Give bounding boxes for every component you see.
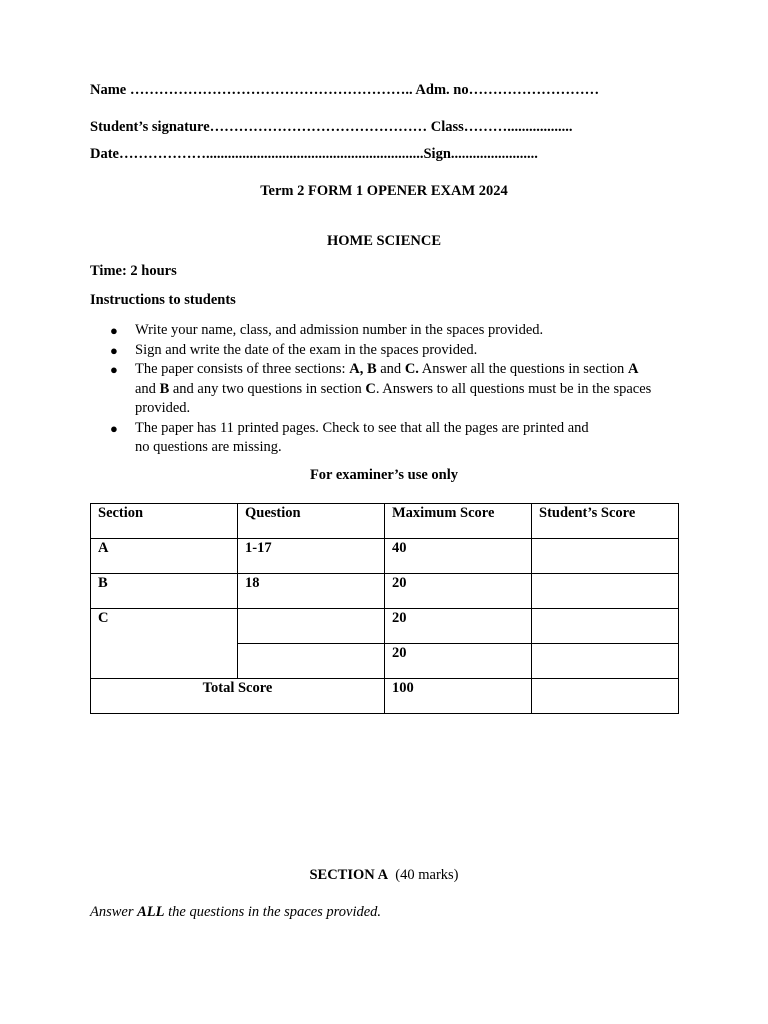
cell-student-score[interactable] bbox=[532, 609, 679, 644]
examiner-heading: For examiner’s use only bbox=[309, 467, 459, 483]
cell-section: C bbox=[91, 609, 238, 679]
cell-question bbox=[238, 609, 385, 644]
header-max-score: Maximum Score bbox=[385, 504, 532, 539]
total-score-label: Total Score bbox=[91, 679, 385, 714]
section-a-title: SECTION A bbox=[309, 867, 389, 883]
score-table bbox=[90, 503, 679, 714]
bullet-icon: ● bbox=[110, 342, 118, 358]
section-a-marks: (40 marks) bbox=[395, 867, 459, 883]
cell-max-score: 20 bbox=[385, 644, 532, 679]
header-section: Section bbox=[91, 504, 238, 539]
table-row bbox=[91, 609, 679, 644]
table-total-row bbox=[91, 679, 679, 714]
bullet-icon: ● bbox=[110, 420, 118, 436]
cell-student-score[interactable] bbox=[532, 539, 679, 574]
cell-max-score: 20 bbox=[385, 609, 532, 644]
cell-section: B bbox=[91, 574, 238, 609]
exam-title: Term 2 FORM 1 OPENER EXAM 2024 bbox=[260, 183, 508, 199]
cell-section: A bbox=[91, 539, 238, 574]
subject-title: HOME SCIENCE bbox=[326, 233, 441, 249]
cell-question: 18 bbox=[238, 574, 385, 609]
section-a-heading bbox=[0, 867, 768, 884]
header-student-score: Student’s Score bbox=[532, 504, 679, 539]
total-max-score: 100 bbox=[385, 679, 532, 714]
instructions-heading: Instructions to students bbox=[90, 292, 236, 308]
cell-question bbox=[238, 644, 385, 679]
header-question: Question bbox=[238, 504, 385, 539]
cell-max-score: 40 bbox=[385, 539, 532, 574]
name-admission-field: Name ………………………………………………….. Adm. no……………………… bbox=[90, 82, 600, 98]
cell-student-score[interactable] bbox=[532, 574, 679, 609]
table-row bbox=[91, 539, 679, 574]
bullet-icon: ● bbox=[110, 362, 118, 377]
exam-time: Time: 2 hours bbox=[90, 263, 177, 279]
cell-question: 1-17 bbox=[238, 539, 385, 574]
total-student-score[interactable] bbox=[532, 679, 679, 714]
signature-class-field: Student’s signature……………………………………… Class……….................. bbox=[90, 119, 573, 135]
instruction-item: ● The paper has 11 printed pages. Check to see that all the pages are printed and no questions are missing. bbox=[110, 419, 589, 455]
table-row bbox=[91, 574, 679, 609]
instruction-item: ● Write your name, class, and admission number in the spaces provided. bbox=[90, 321, 690, 341]
instruction-item: ● Sign and write the date of the exam in the spaces provided. bbox=[90, 341, 690, 361]
table-header-row bbox=[91, 504, 679, 539]
cell-max-score: 20 bbox=[385, 574, 532, 609]
cell-student-score[interactable] bbox=[532, 644, 679, 679]
instruction-item: ● The paper consists of three sections: A, B and C. Answer all the questions in section A and B and any two questions in section C. Answers to all questions must be in the spaces provided. bbox=[110, 361, 652, 416]
instructions-list bbox=[90, 321, 690, 458]
bullet-icon: ● bbox=[110, 323, 118, 338]
date-sign-field: Date………………............................................................Sign........................ bbox=[90, 146, 538, 162]
section-a-instruction: Answer ALL the questions in the spaces provided. bbox=[90, 904, 382, 920]
